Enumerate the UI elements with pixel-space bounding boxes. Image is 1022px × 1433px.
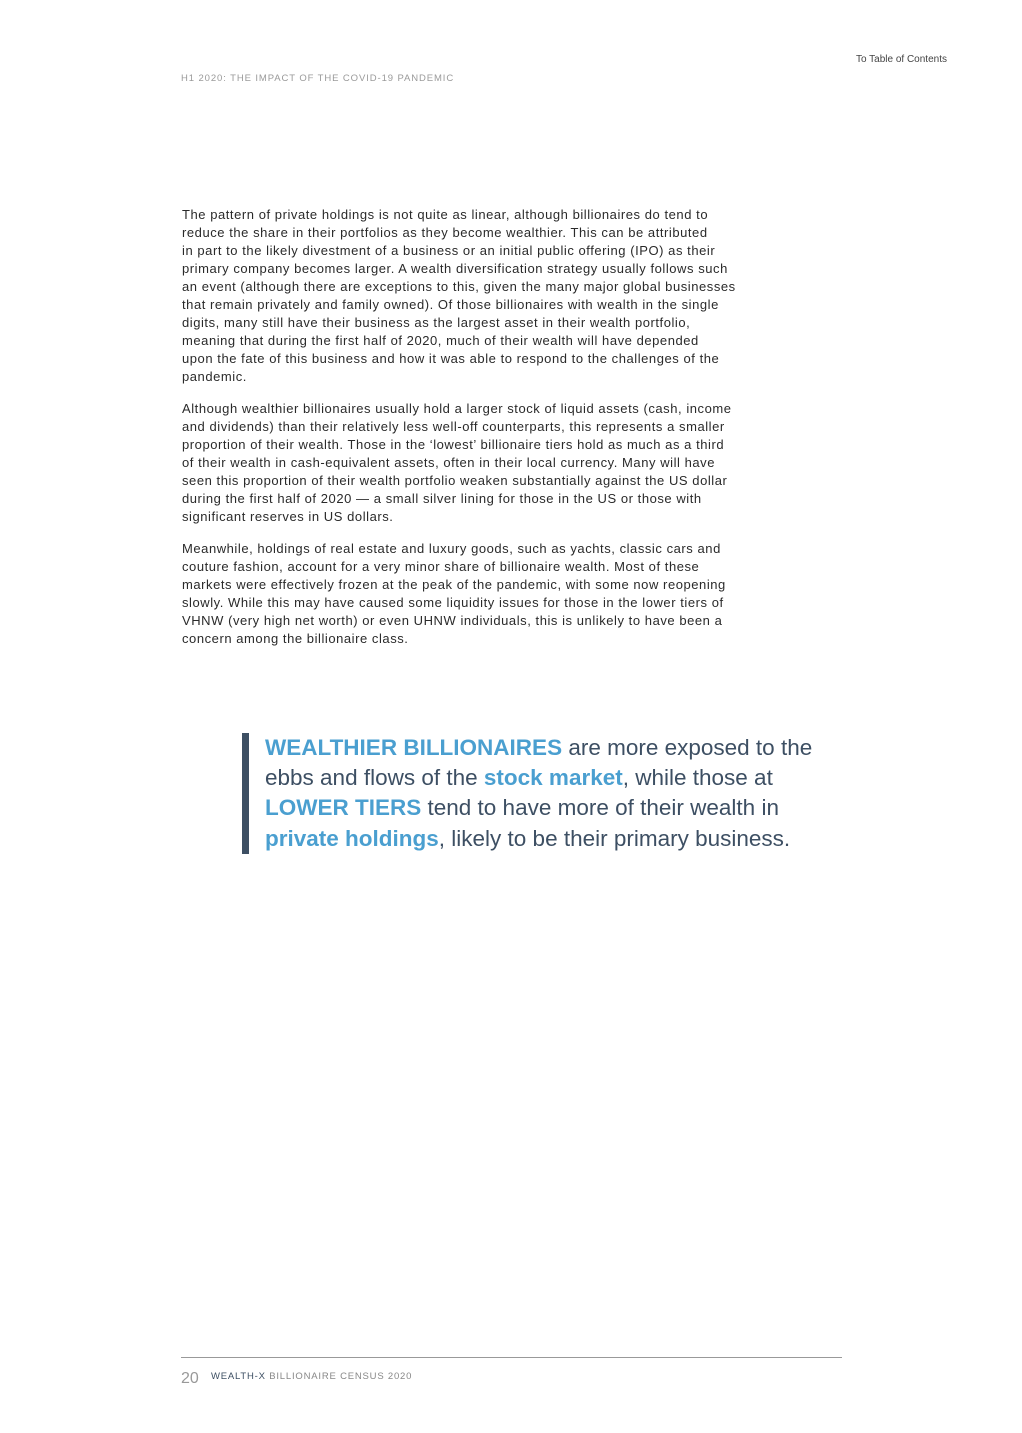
footer-publication xyxy=(211,1371,412,1382)
text-line: and dividends) than their relatively less well-off counterparts, this represents a smaller xyxy=(182,419,725,434)
text-line: digits, many still have their business as the largest asset in their wealth portfolio, xyxy=(182,315,691,330)
quote-text: tend to have more of their wealth in xyxy=(421,795,779,821)
text-line: seen this proportion of their wealth portfolio weaken substantially against the US dollar xyxy=(182,473,728,488)
text-line: markets were effectively frozen at the peak of the pandemic, with some now reopening xyxy=(182,577,726,592)
section-title: H1 2020: THE IMPACT OF THE COVID-19 PANDEMIC xyxy=(181,73,455,84)
text-line: The pattern of private holdings is not quite as linear, although billionaires do tend to xyxy=(182,207,709,222)
quote-highlight: stock market xyxy=(483,765,623,791)
footer-divider xyxy=(181,1357,842,1358)
text-line: VHNW (very high net worth) or even UHNW individuals, this is unlikely to have been a xyxy=(182,613,723,628)
text-line: slowly. While this may have caused some liquidity issues for those in the lower tiers of xyxy=(182,595,724,610)
footer-brand: WEALTH-X xyxy=(211,1371,266,1382)
text-line: significant reserves in US dollars. xyxy=(182,509,394,524)
text-line: in part to the likely divestment of a business or an initial public offering (IPO) as their xyxy=(182,243,716,258)
table-of-contents-link[interactable]: To Table of Contents xyxy=(856,54,947,65)
text-line: couture fashion, account for a very minor share of billionaire wealth. Most of these xyxy=(182,559,700,574)
quote-highlight: LOWER TIERS xyxy=(265,795,422,821)
text-line: of their wealth in cash-equivalent assets, often in their local currency. Many will have xyxy=(182,455,716,470)
text-line: pandemic. xyxy=(182,369,247,384)
page-number: 20 xyxy=(181,1370,199,1387)
footer-title: BILLIONAIRE CENSUS 2020 xyxy=(265,1371,413,1382)
text-line: an event (although there are exceptions to this, given the many major global businesses xyxy=(182,279,736,294)
quote-text: , likely to be their primary business. xyxy=(438,825,791,851)
text-line: concern among the billionaire class. xyxy=(182,631,409,646)
body-paragraph xyxy=(182,206,862,386)
body-text xyxy=(182,206,862,662)
text-line: upon the fate of this business and how it was able to respond to the challenges of the xyxy=(182,351,720,366)
quote-text: are more exposed to the ebbs and flows of the xyxy=(265,735,813,791)
text-line: Meanwhile, holdings of real estate and luxury goods, such as yachts, classic cars and xyxy=(182,541,721,556)
text-line: proportion of their wealth. Those in the ‘lowest’ billionaire tiers hold as much as a third xyxy=(182,437,725,452)
text-line: reduce the share in their portfolios as they become wealthier. This can be attributed xyxy=(182,225,708,240)
text-line: primary company becomes larger. A wealth diversification strategy usually follows such xyxy=(182,261,728,276)
body-paragraph xyxy=(182,540,862,648)
text-line: during the first half of 2020 — a small silver lining for those in the US or those with xyxy=(182,491,702,506)
quote-highlight: private holdings xyxy=(265,825,439,851)
text-line: Although wealthier billionaires usually hold a larger stock of liquid assets (cash, income xyxy=(182,401,732,416)
body-paragraph xyxy=(182,400,862,526)
text-line: that remain privately and family owned). Of those billionaires with wealth in the single xyxy=(182,297,719,312)
text-line: meaning that during the first half of 2020, much of their wealth will have depended xyxy=(182,333,699,348)
pull-quote xyxy=(242,733,845,854)
quote-highlight: WEALTHIER BILLIONAIRES xyxy=(265,735,563,760)
quote-text: , while those at xyxy=(622,765,773,791)
